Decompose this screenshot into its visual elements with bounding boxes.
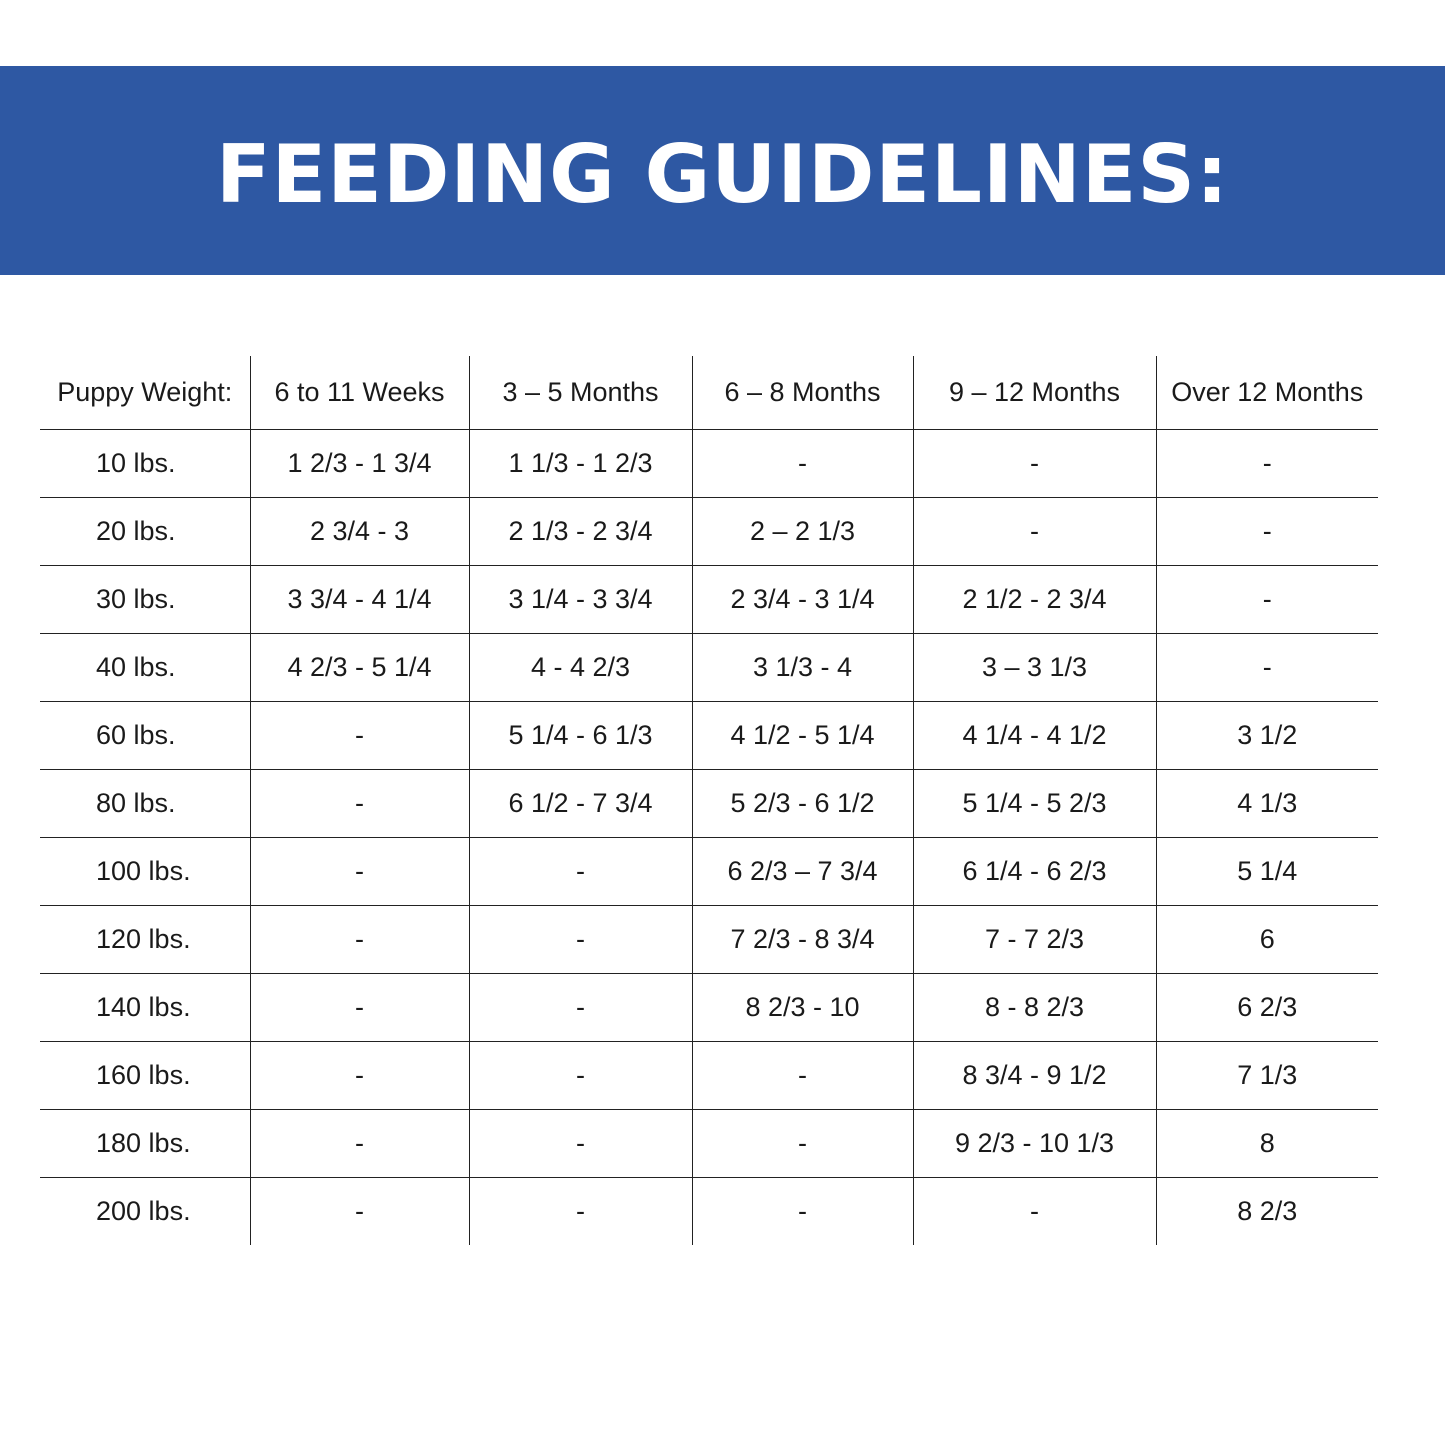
cell-9-12-months: 4 1/4 - 4 1/2 bbox=[913, 702, 1156, 770]
cell-over-12-months: 3 1/2 bbox=[1156, 702, 1378, 770]
column-header-over-12-months: Over 12 Months bbox=[1156, 356, 1378, 430]
cell-9-12-months: 2 1/2 - 2 3/4 bbox=[913, 566, 1156, 634]
cell-9-12-months: - bbox=[913, 1178, 1156, 1246]
page-title: FEEDING GUIDELINES: bbox=[216, 128, 1229, 221]
cell-6-8-months: - bbox=[692, 1042, 913, 1110]
cell-over-12-months: 6 2/3 bbox=[1156, 974, 1378, 1042]
table-row bbox=[40, 430, 1378, 498]
weight-cell: 80 lbs. bbox=[40, 770, 250, 838]
cell-over-12-months: 6 bbox=[1156, 906, 1378, 974]
table-header-row bbox=[40, 356, 1378, 430]
cell-6-8-months: 5 2/3 - 6 1/2 bbox=[692, 770, 913, 838]
cell-6-11-weeks: - bbox=[250, 1042, 469, 1110]
weight-cell: 30 lbs. bbox=[40, 566, 250, 634]
cell-6-11-weeks: - bbox=[250, 1178, 469, 1246]
cell-6-11-weeks: - bbox=[250, 974, 469, 1042]
cell-over-12-months: - bbox=[1156, 566, 1378, 634]
cell-9-12-months: 6 1/4 - 6 2/3 bbox=[913, 838, 1156, 906]
feeding-guidelines-table bbox=[40, 356, 1378, 1245]
column-header-9-12-months: 9 – 12 Months bbox=[913, 356, 1156, 430]
title-banner bbox=[0, 66, 1445, 275]
cell-3-5-months: - bbox=[469, 974, 692, 1042]
column-header-6-8-months: 6 – 8 Months bbox=[692, 356, 913, 430]
cell-9-12-months: 5 1/4 - 5 2/3 bbox=[913, 770, 1156, 838]
table-row bbox=[40, 1110, 1378, 1178]
weight-cell: 100 lbs. bbox=[40, 838, 250, 906]
cell-6-11-weeks: - bbox=[250, 838, 469, 906]
table-row bbox=[40, 702, 1378, 770]
cell-3-5-months: 6 1/2 - 7 3/4 bbox=[469, 770, 692, 838]
cell-6-8-months: 8 2/3 - 10 bbox=[692, 974, 913, 1042]
weight-cell: 40 lbs. bbox=[40, 634, 250, 702]
cell-9-12-months: 8 - 8 2/3 bbox=[913, 974, 1156, 1042]
cell-9-12-months: 8 3/4 - 9 1/2 bbox=[913, 1042, 1156, 1110]
cell-3-5-months: 3 1/4 - 3 3/4 bbox=[469, 566, 692, 634]
table-row bbox=[40, 1042, 1378, 1110]
cell-3-5-months: 1 1/3 - 1 2/3 bbox=[469, 430, 692, 498]
cell-over-12-months: 5 1/4 bbox=[1156, 838, 1378, 906]
weight-cell: 60 lbs. bbox=[40, 702, 250, 770]
table-row bbox=[40, 906, 1378, 974]
cell-6-8-months: - bbox=[692, 1110, 913, 1178]
weight-cell: 10 lbs. bbox=[40, 430, 250, 498]
cell-6-8-months: 2 3/4 - 3 1/4 bbox=[692, 566, 913, 634]
table-row bbox=[40, 770, 1378, 838]
cell-9-12-months: - bbox=[913, 430, 1156, 498]
cell-3-5-months: 4 - 4 2/3 bbox=[469, 634, 692, 702]
table-body bbox=[40, 430, 1378, 1246]
table-row bbox=[40, 1178, 1378, 1246]
column-header-3-5-months: 3 – 5 Months bbox=[469, 356, 692, 430]
cell-6-8-months: 3 1/3 - 4 bbox=[692, 634, 913, 702]
cell-6-8-months: - bbox=[692, 430, 913, 498]
weight-cell: 120 lbs. bbox=[40, 906, 250, 974]
table-row bbox=[40, 838, 1378, 906]
cell-over-12-months: 8 2/3 bbox=[1237, 1196, 1298, 1226]
cell-over-12-months: 7 1/3 bbox=[1156, 1042, 1378, 1110]
weight-cell: 200 lbs. bbox=[40, 1178, 250, 1246]
cell-6-8-months: - bbox=[692, 1178, 913, 1246]
cell-3-5-months: - bbox=[469, 1042, 692, 1110]
cell-6-11-weeks: 1 2/3 - 1 3/4 bbox=[250, 430, 469, 498]
cell-9-12-months: 7 - 7 2/3 bbox=[913, 906, 1156, 974]
cell-over-12-months: - bbox=[1156, 498, 1378, 566]
cell-6-11-weeks: - bbox=[250, 770, 469, 838]
table-row bbox=[40, 498, 1378, 566]
column-header-weight: Puppy Weight: bbox=[40, 356, 250, 430]
cell-over-12-months: 4 1/3 bbox=[1156, 770, 1378, 838]
table-row bbox=[40, 566, 1378, 634]
weight-cell: 140 lbs. bbox=[40, 974, 250, 1042]
cell-3-5-months: - bbox=[469, 1110, 692, 1178]
cell-3-5-months: 2 1/3 - 2 3/4 bbox=[469, 498, 692, 566]
cell-9-12-months: - bbox=[913, 498, 1156, 566]
cell-over-12-months: 8 bbox=[1156, 1110, 1378, 1178]
cell-3-5-months: 5 1/4 - 6 1/3 bbox=[469, 702, 692, 770]
cell-6-11-weeks: 4 2/3 - 5 1/4 bbox=[250, 634, 469, 702]
table-row bbox=[40, 634, 1378, 702]
weight-cell: 20 lbs. bbox=[40, 498, 250, 566]
cell-6-8-months: 7 2/3 - 8 3/4 bbox=[692, 906, 913, 974]
cell-6-8-months: 2 – 2 1/3 bbox=[692, 498, 913, 566]
cell-over-12-months: - bbox=[1156, 430, 1378, 498]
weight-cell: 180 lbs. bbox=[40, 1110, 250, 1178]
cell-9-12-months: 9 2/3 - 10 1/3 bbox=[913, 1110, 1156, 1178]
weight-cell: 160 lbs. bbox=[40, 1042, 250, 1110]
cell-3-5-months: - bbox=[469, 838, 692, 906]
cell-over-12-months: - bbox=[1156, 634, 1378, 702]
cell-6-11-weeks: 3 3/4 - 4 1/4 bbox=[250, 566, 469, 634]
cell-9-12-months: 3 – 3 1/3 bbox=[913, 634, 1156, 702]
cell-6-11-weeks: - bbox=[250, 906, 469, 974]
cell-6-11-weeks: 2 3/4 - 3 bbox=[250, 498, 469, 566]
cell-3-5-months: - bbox=[469, 1178, 692, 1246]
cell-3-5-months: - bbox=[469, 906, 692, 974]
cell-6-11-weeks: - bbox=[250, 702, 469, 770]
column-header-6-11-weeks: 6 to 11 Weeks bbox=[250, 356, 469, 430]
cell-6-8-months: 4 1/2 - 5 1/4 bbox=[692, 702, 913, 770]
table-row bbox=[40, 974, 1378, 1042]
cell-6-11-weeks: - bbox=[250, 1110, 469, 1178]
cell-6-8-months: 6 2/3 – 7 3/4 bbox=[692, 838, 913, 906]
